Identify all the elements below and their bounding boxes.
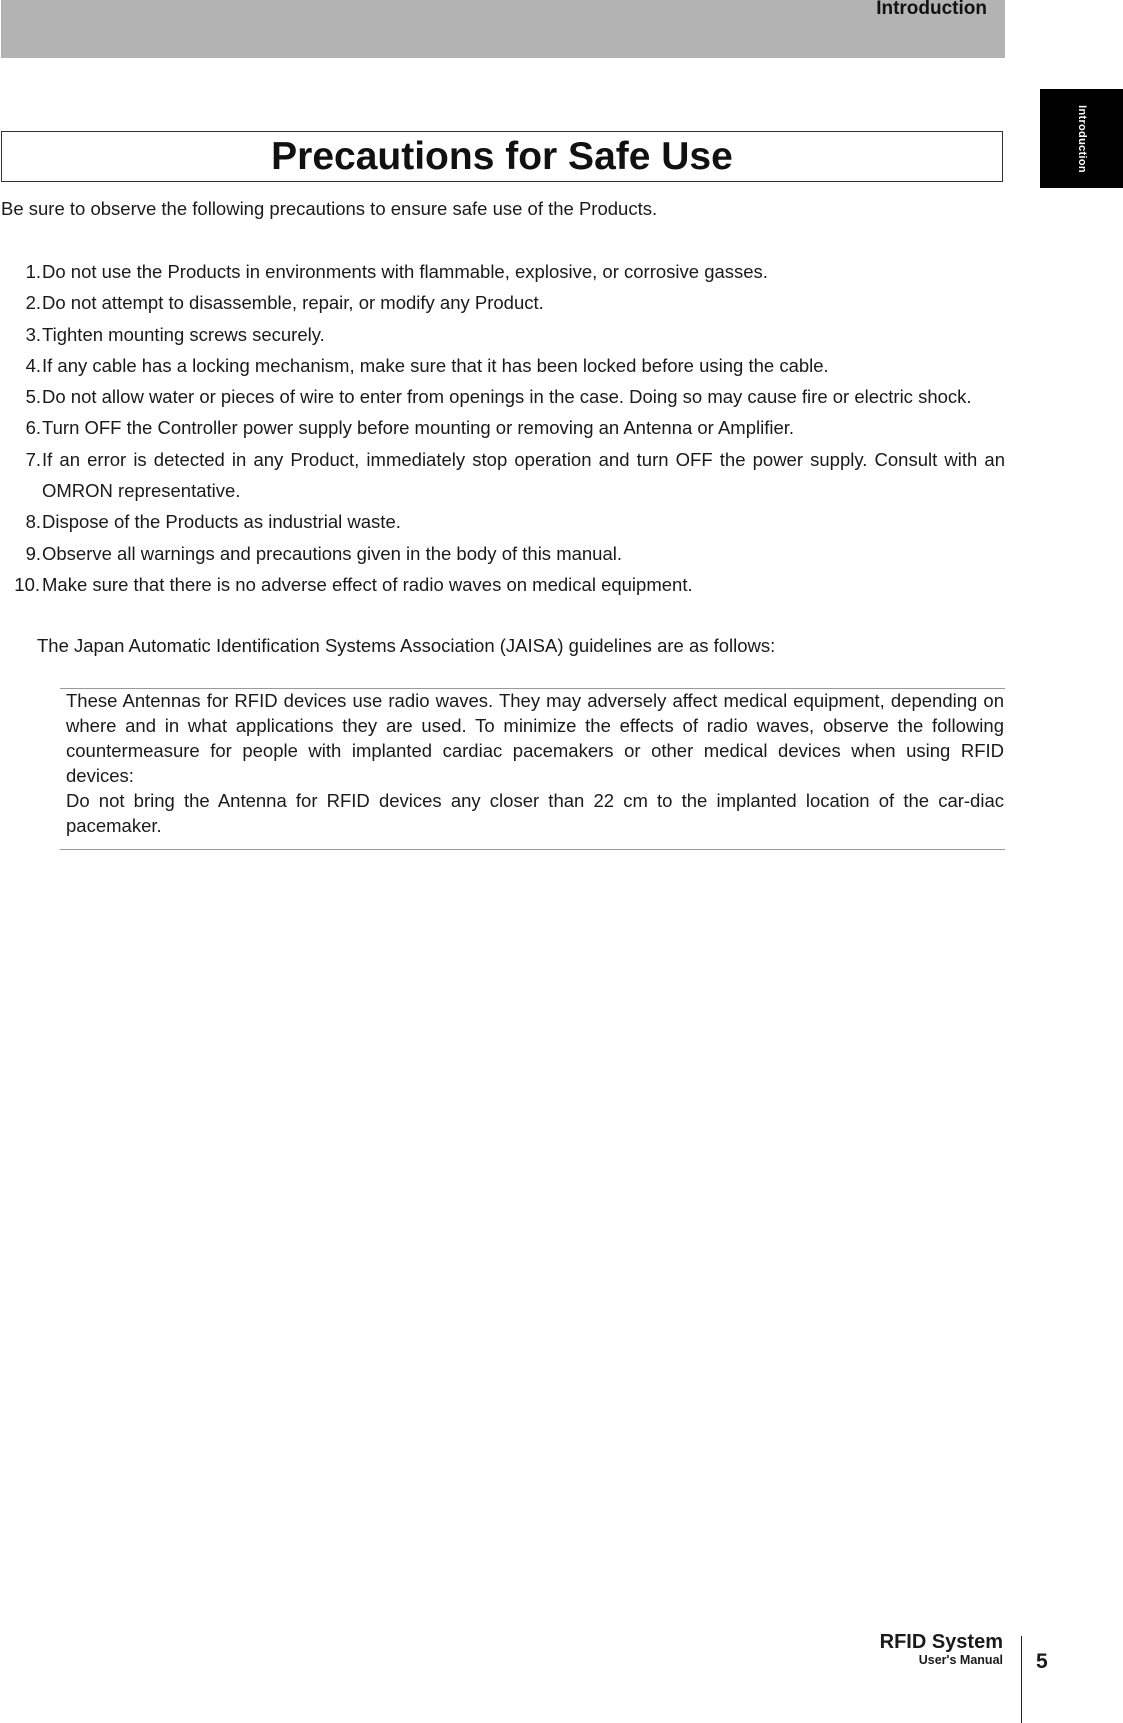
item-text: If an error is detected in any Product, immediately stop operation and turn OFF the power supply. Consult with an OMRON representative.	[42, 448, 1005, 502]
intro-text: Be sure to observe the following precautions to ensure safe use of the Products.	[1, 198, 658, 219]
list-item	[0, 381, 1005, 412]
item-text: Tighten mounting screws securely.	[42, 323, 325, 345]
precautions-list	[0, 256, 1005, 600]
item-number: 5.	[25, 386, 41, 408]
header-bar	[1, 0, 1005, 58]
item-number: 9.	[25, 542, 41, 564]
list-item	[0, 350, 1005, 381]
note-paragraph: Do not bring the Antenna for RFID devices any closer than 22 cm to the implanted location of the car-diac pacemaker.	[66, 790, 1004, 836]
jaisa-intro: The Japan Automatic Identification Systems Association (JAISA) guidelines are as follows:	[37, 635, 776, 656]
item-text: Do not allow water or pieces of wire to enter from openings in the case. Doing so may cause fire or electric shock.	[42, 386, 972, 408]
list-item	[0, 256, 1005, 287]
item-text: If any cable has a locking mechanism, make sure that it has been locked before using the cable.	[42, 354, 829, 376]
item-number: 10.	[14, 573, 40, 595]
page-title: Precautions for Safe Use	[271, 135, 733, 178]
item-number: 6.	[25, 417, 41, 439]
item-number: 1.	[25, 261, 41, 282]
footer-product	[880, 1631, 1003, 1667]
list-item	[0, 444, 1005, 507]
list-item	[0, 506, 1005, 537]
note-bottom-rule	[60, 849, 1005, 850]
list-item	[0, 319, 1005, 350]
item-text: Turn OFF the Controller power supply before mounting or removing an Antenna or Amplifier.	[42, 417, 795, 439]
footer-separator	[1021, 1636, 1022, 1723]
product-name: RFID System	[879, 1631, 1003, 1653]
header-section-title: Introduction	[876, 0, 987, 19]
list-item	[0, 287, 1005, 318]
guideline-note	[66, 688, 1004, 838]
side-tab	[1040, 89, 1123, 188]
page-number: 5	[1036, 1650, 1048, 1673]
list-item	[0, 569, 1005, 600]
item-number: 3.	[25, 323, 41, 345]
item-text: Do not use the Products in environments with flammable, explosive, or corrosive gasses.	[42, 261, 768, 282]
note-paragraph: These Antennas for RFID devices use radio waves. They may adversely affect medical equipment, depending on where and in what applications they are used. To minimize the effects of radio waves, observe the following countermeasure for people with implanted cardiac pacemakers or other medical devices when using RFID devices:	[66, 690, 1004, 786]
item-number: 7.	[25, 448, 41, 470]
item-text: Do not attempt to disassemble, repair, or modify any Product.	[42, 292, 544, 314]
item-number: 8.	[25, 511, 41, 533]
item-number: 4.	[25, 354, 41, 376]
list-item	[0, 412, 1005, 443]
list-item	[0, 538, 1005, 569]
item-text: Dispose of the Products as industrial waste.	[42, 511, 401, 533]
manual-name: User's Manual	[918, 1653, 1003, 1667]
side-tab-label: Introduction	[1075, 104, 1088, 173]
item-text: Make sure that there is no adverse effect of radio waves on medical equipment.	[42, 573, 693, 595]
item-text: Observe all warnings and precautions given in the body of this manual.	[42, 542, 623, 564]
item-number: 2.	[25, 292, 41, 314]
title-box	[1, 131, 1003, 182]
